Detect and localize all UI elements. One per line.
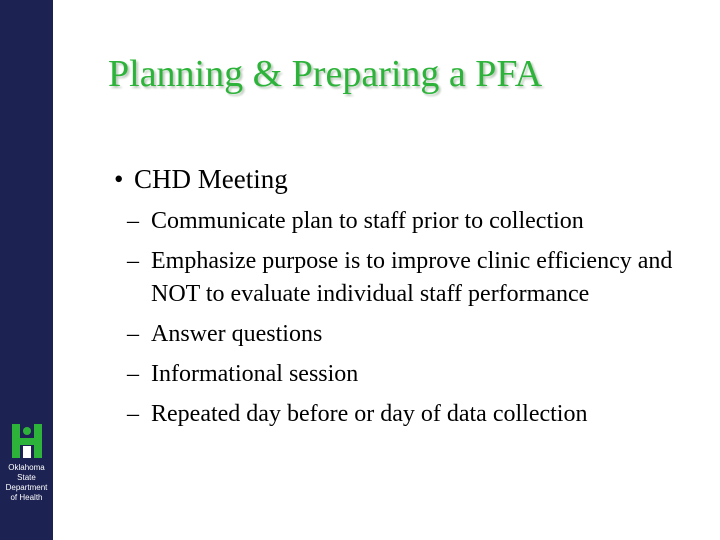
dash-icon: – <box>127 321 139 347</box>
sub-bullet <box>127 318 697 351</box>
logo-line: Oklahoma <box>8 463 45 472</box>
sub-bullet <box>127 245 697 311</box>
logo-line: State <box>17 473 36 482</box>
sidebar <box>0 0 53 540</box>
sub-bullet-text: Repeated day before or day of data collection <box>151 401 588 427</box>
logo-line: of Health <box>10 493 43 502</box>
sub-bullet-text: Communicate plan to staff prior to collection <box>151 208 584 234</box>
sub-bullet-text: Answer questions <box>151 321 323 347</box>
sub-bullet <box>127 358 697 391</box>
logo-line: Department <box>5 483 48 492</box>
osdh-logo <box>0 422 53 503</box>
logo-text <box>0 463 53 503</box>
sub-bullet-text: Emphasize purpose is to improve clinic efficiency and NOT to evaluate individual staff performance <box>151 248 673 307</box>
dash-icon: – <box>127 248 139 274</box>
slide-title: Planning & Preparing a PFA <box>108 53 543 95</box>
dash-icon: – <box>127 361 139 387</box>
bullet-dot-icon: • <box>114 164 124 194</box>
dash-icon: – <box>127 208 139 234</box>
osdh-h-logo-icon <box>10 422 44 460</box>
sub-bullet-list <box>127 205 697 438</box>
sub-bullet <box>127 205 697 238</box>
sub-bullet-text: Informational session <box>151 361 359 387</box>
main-bullet-text: CHD Meeting <box>134 164 288 194</box>
dash-icon: – <box>127 401 139 427</box>
sub-bullet <box>127 398 697 431</box>
